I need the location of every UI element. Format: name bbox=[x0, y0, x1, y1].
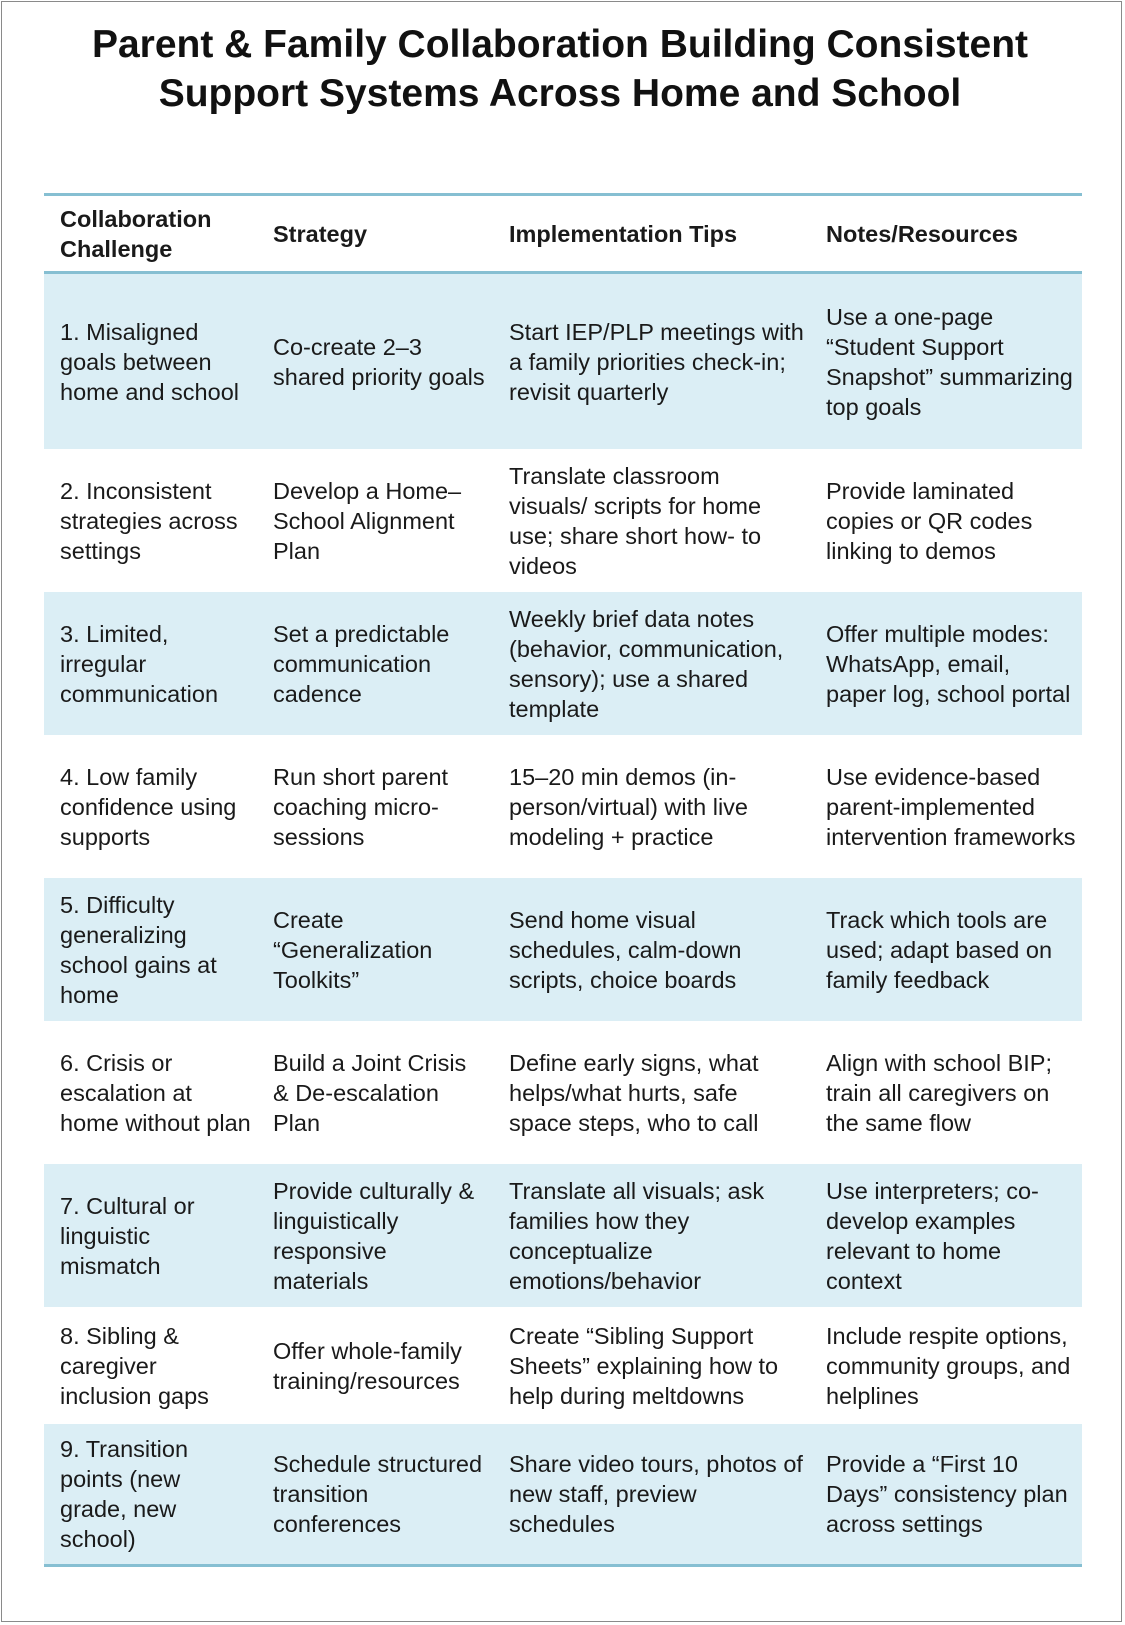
cell-strategy: Build a Joint Crisis & De-escalation Plan bbox=[273, 1049, 467, 1136]
cell-strategy: Co-create 2–3 shared priority goals bbox=[273, 333, 485, 390]
header-notes-resources: Notes/Resources bbox=[826, 220, 1018, 247]
cell-strategy: Run short parent coaching micro-sessions bbox=[273, 763, 449, 850]
cell-implementation: Send home visual schedules, calm-down scripts, choice boards bbox=[509, 906, 742, 993]
cell-challenge: 5. Difficulty generalizing school gains at home bbox=[60, 891, 217, 1008]
cell-strategy: Schedule structured transition conferences bbox=[273, 1451, 483, 1537]
cell-strategy: Develop a Home–School Alignment Plan bbox=[273, 477, 462, 564]
cell-notes: Use evidence-based parent-implemented intervention frameworks bbox=[826, 763, 1076, 850]
cell-challenge: 1. Misaligned goals between home and school bbox=[60, 318, 239, 405]
table-header-row bbox=[44, 196, 1082, 274]
cell-notes: Provide laminated copies or QR codes linking to demos bbox=[826, 477, 1033, 564]
cell-challenge: 6. Crisis or escalation at home without plan bbox=[60, 1049, 251, 1136]
cell-implementation: Translate all visuals; ask families how they conceptualize emotions/behavior bbox=[509, 1177, 765, 1294]
cell-challenge: 2. Inconsistent strategies across settings bbox=[60, 477, 238, 564]
cell-strategy: Create “Generalization Toolkits” bbox=[273, 906, 433, 993]
cell-implementation: Define early signs, what helps/what hurts, safe space steps, who to call bbox=[509, 1049, 759, 1136]
cell-challenge: 9. Transition points (new grade, new school) bbox=[60, 1436, 189, 1552]
header-collaboration-challenge: Collaboration Challenge bbox=[60, 205, 212, 262]
cell-challenge: 4. Low family confidence using supports bbox=[60, 763, 237, 850]
cell-challenge: 3. Limited, irregular communication bbox=[60, 620, 219, 707]
cell-implementation: Share video tours, photos of new staff, preview schedules bbox=[509, 1451, 803, 1537]
table-row bbox=[44, 878, 1082, 1021]
cell-strategy: Provide culturally & linguistically responsive materials bbox=[273, 1177, 475, 1294]
cell-implementation: Create “Sibling Support Sheets” explaining how to help during meltdowns bbox=[509, 1322, 779, 1409]
table-row bbox=[44, 449, 1082, 592]
cell-notes: Offer multiple modes: WhatsApp, email, paper log, school portal bbox=[826, 620, 1071, 707]
cell-implementation: Weekly brief data notes (behavior, communication, sensory); use a shared template bbox=[509, 605, 784, 722]
table-row bbox=[44, 1021, 1082, 1164]
table-row bbox=[44, 1307, 1082, 1424]
table-row bbox=[44, 1164, 1082, 1307]
header-implementation-tips: Implementation Tips bbox=[509, 220, 738, 247]
cell-notes: Align with school BIP; train all caregivers on the same flow bbox=[826, 1049, 1052, 1136]
cell-implementation: 15–20 min demos (in-person/virtual) with live modeling + practice bbox=[509, 763, 749, 850]
cell-notes: Track which tools are used; adapt based on family feedback bbox=[826, 906, 1053, 993]
cell-challenge: 8. Sibling & caregiver inclusion gaps bbox=[60, 1322, 209, 1409]
cell-notes: Include respite options, community groups, and helplines bbox=[826, 1322, 1071, 1409]
table-row bbox=[44, 1424, 1082, 1564]
table-row bbox=[44, 274, 1082, 449]
cell-notes: Provide a “First 10 Days” consistency plan across settings bbox=[826, 1451, 1068, 1537]
cell-strategy: Set a predictable communication cadence bbox=[273, 620, 450, 707]
page-title: Parent & Family Collaboration Building Consistent Support Systems Across Home and School bbox=[91, 23, 1029, 115]
header-strategy: Strategy bbox=[273, 220, 368, 247]
table-row bbox=[44, 735, 1082, 878]
cell-strategy: Offer whole-family training/resources bbox=[273, 1337, 462, 1394]
cell-challenge: 7. Cultural or linguistic mismatch bbox=[60, 1192, 195, 1279]
cell-notes: Use interpreters; co-develop examples relevant to home context bbox=[826, 1177, 1039, 1294]
collaboration-table bbox=[44, 193, 1082, 1567]
cell-implementation: Start IEP/PLP meetings with a family priorities check-in; revisit quarterly bbox=[509, 318, 804, 405]
cell-implementation: Translate classroom visuals/ scripts for home use; share short how- to videos bbox=[509, 462, 762, 579]
cell-notes: Use a one-page “Student Support Snapshot” summarizing top goals bbox=[826, 303, 1073, 420]
table-row bbox=[44, 592, 1082, 735]
